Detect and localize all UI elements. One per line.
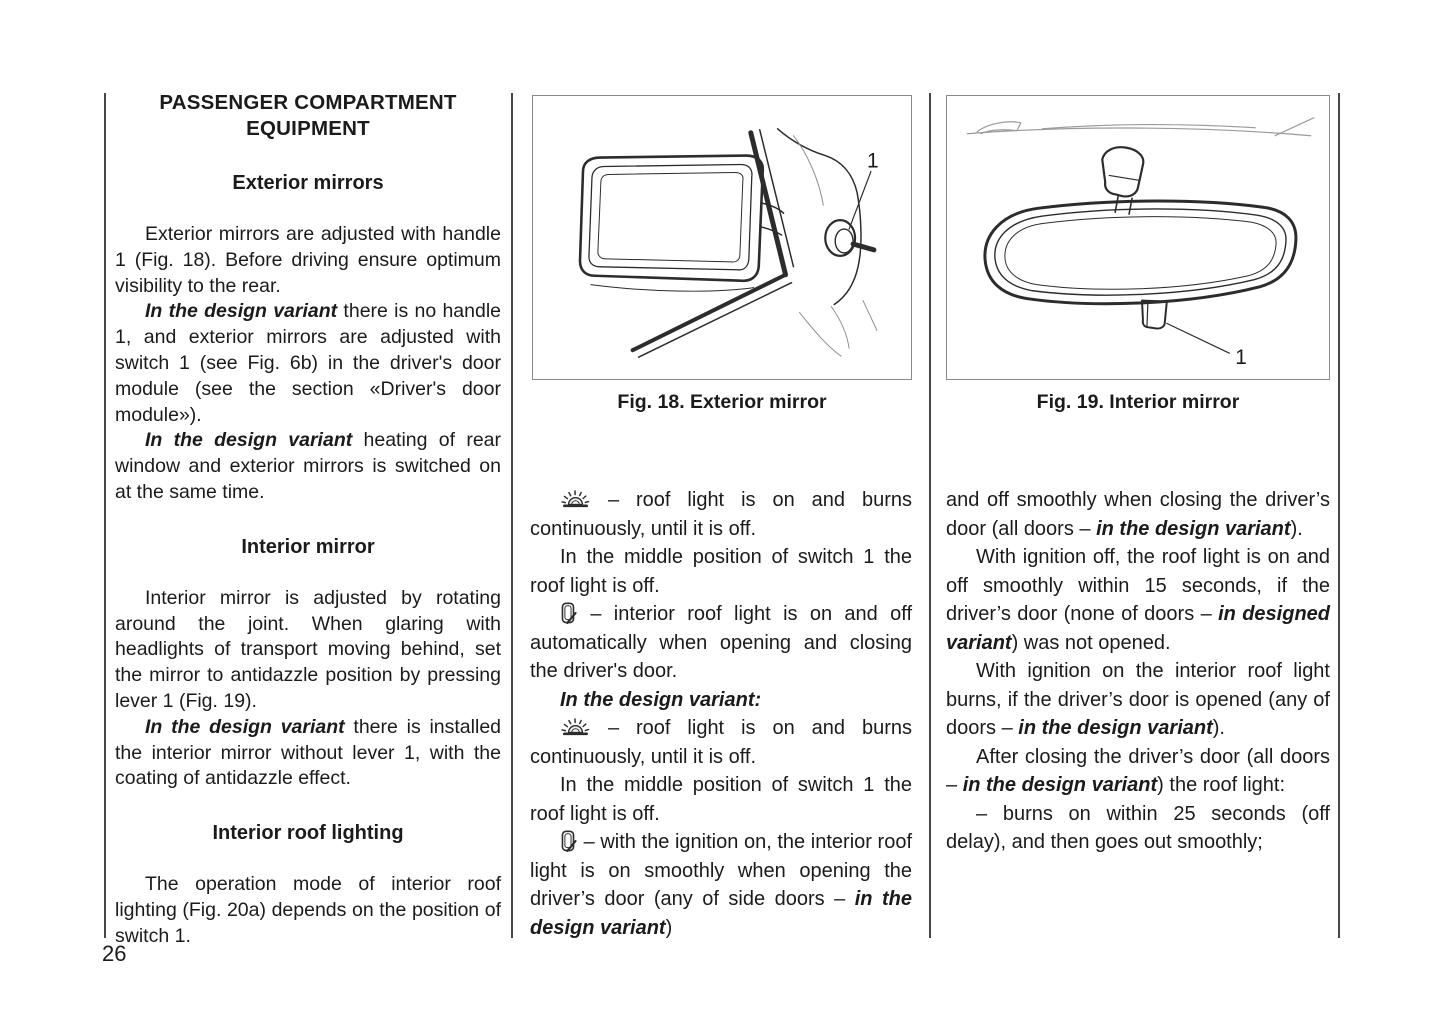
text-segment: ) the roof light: (1157, 774, 1286, 796)
text-segment: ). (1290, 517, 1303, 540)
paragraph (115, 872, 501, 949)
interior-mirror-drawing (947, 96, 1329, 379)
paragraph (115, 222, 501, 299)
page-title-line1: PASSENGER COMPARTMENT (159, 91, 457, 114)
emphasis-text: in the design variant (1096, 517, 1291, 540)
text-segment: Interior mirror is adjusted by rotating around the joint. When glaring with headlights of transport moving behind, set the mirror to antidazzle position by pressing lever 1 (Fig. 19). (115, 586, 501, 712)
paragraph (946, 543, 1330, 657)
paragraph (530, 714, 912, 771)
column-divider (511, 93, 513, 938)
text-segment: – roof light is on and burns continuously, until it is off. (530, 489, 912, 540)
figure-19-callout-1: 1 (1235, 346, 1247, 370)
paragraph (530, 600, 912, 686)
text-segment: – roof light is on and burns continuously, until it is off. (530, 717, 912, 768)
paragraph (115, 299, 501, 428)
text-segment: heating of rear window and exterior mirrors is switched on at the same time. (115, 429, 502, 503)
emphasis-text: in the design variant (1018, 717, 1213, 739)
text-segment: Exterior mirrors (232, 172, 384, 194)
text-segment: ) was not opened. (1011, 631, 1171, 654)
paragraph (530, 686, 912, 715)
right-column (946, 486, 1330, 857)
text-segment: and off smoothly when closing the driver’s door (all doors – (946, 489, 1330, 540)
figure-18-caption: Fig. 18. Exterior mirror (617, 391, 827, 413)
text-segment: With ignition on the interior roof light burns, if the driver’s door is opened (any of doors – (946, 660, 1330, 739)
figure-18-exterior-mirror (532, 95, 912, 380)
paragraph (115, 715, 501, 792)
text-segment: Interior mirror (241, 535, 375, 558)
middle-column (530, 486, 912, 942)
emphasis-text: In the design variant: (560, 688, 762, 711)
left-column-text (115, 172, 501, 950)
roof-light-icon (560, 715, 591, 738)
section-heading (115, 536, 501, 559)
column-divider (104, 93, 106, 938)
text-segment: – burns on within 25 seconds (off delay), and then goes out smoothly; (946, 802, 1330, 853)
exterior-mirror-drawing (533, 96, 911, 379)
text-segment: Interior roof lighting (212, 822, 404, 845)
page-title (115, 90, 501, 142)
text-segment: ). (1212, 717, 1225, 739)
text-segment: ) (665, 916, 673, 939)
text-segment: Exterior mirrors are adjusted with handle 1 (Fig. 18). Before driving ensure optimum visibility to the rear. (115, 223, 501, 297)
left-column (115, 90, 501, 950)
figure-18-callout-1: 1 (866, 149, 879, 173)
emphasis-text: in the design variant (530, 888, 912, 939)
paragraph (530, 486, 912, 543)
section-heading (115, 822, 501, 845)
emphasis-text: In the design variant (145, 429, 353, 452)
paragraph (530, 543, 912, 600)
roof-light-icon (560, 487, 591, 510)
text-segment: there is no handle 1, and exterior mirrors are adjusted with switch 1 (see Fig. 6b) in the driver's door module (see the section «Driver's door module»). (115, 300, 502, 426)
figure-19-caption: Fig. 19. Interior mirror (1036, 391, 1240, 413)
page-title-line2: EQUIPMENT (246, 117, 370, 140)
text-segment: – with the ignition on, the interior roof light is on smoothly when opening the driver’s door (any of side doors – (530, 831, 912, 910)
column-divider (929, 93, 931, 938)
text-segment: there is installed the interior mirror without lever 1, with the coating of antidazzle effect. (115, 715, 502, 790)
section-heading (115, 172, 501, 195)
text-segment: The operation mode of interior roof lighting (Fig. 20a) depends on the position of switch 1. (115, 873, 501, 947)
paragraph (946, 657, 1330, 743)
door-switch-icon (560, 601, 578, 626)
text-segment: With ignition off, the roof light is on and off smoothly within 15 seconds, if the driver’s door (none of doors – (946, 546, 1330, 625)
text-segment: In the middle position of switch 1 the roof light is off. (530, 774, 912, 825)
paragraph (530, 771, 912, 828)
column-divider (1338, 93, 1340, 938)
paragraph (946, 743, 1330, 800)
door-switch-icon (560, 829, 578, 854)
text-segment: In the middle position of switch 1 the roof light is off. (530, 546, 912, 597)
emphasis-text: In the design variant (145, 715, 345, 738)
figure-19-interior-mirror (946, 95, 1330, 380)
emphasis-text: in the design variant (962, 774, 1158, 796)
paragraph (530, 828, 912, 942)
paragraph (115, 428, 501, 505)
text-segment: After closing the driver’s door (all doors – (946, 745, 1330, 796)
paragraph (115, 586, 501, 715)
paragraph (946, 486, 1330, 543)
page-number: 26 (102, 941, 127, 966)
paragraph (946, 800, 1330, 857)
emphasis-text: in designed variant (946, 603, 1330, 654)
emphasis-text: In the design variant (145, 300, 338, 323)
text-segment: – interior roof light is on and off automatically when opening and closing the driver's door. (530, 603, 912, 682)
